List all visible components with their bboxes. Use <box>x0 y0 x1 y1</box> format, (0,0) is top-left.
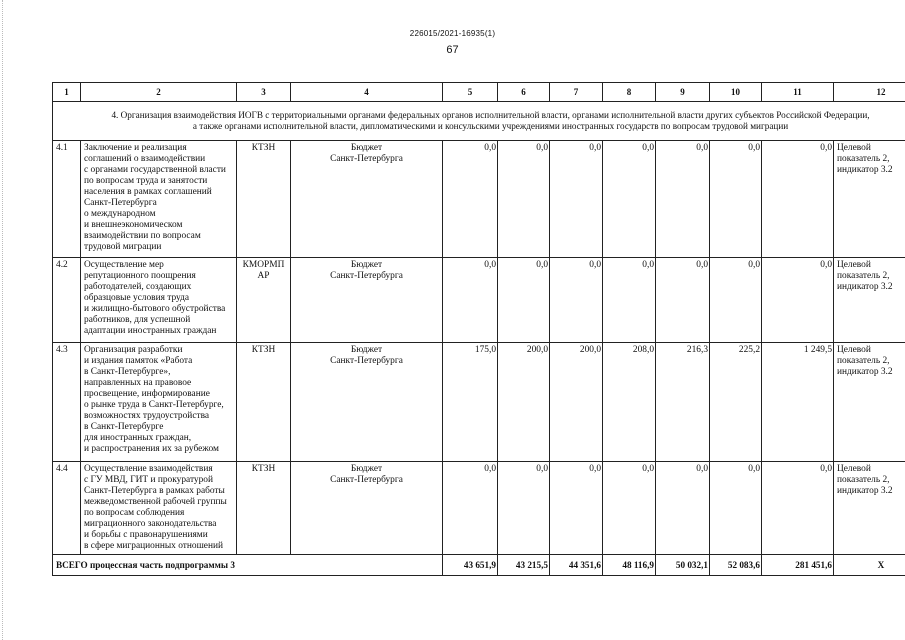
section-title <box>53 102 905 141</box>
amount-cell: 0,0 <box>550 462 603 555</box>
cell-line: показатель 2, <box>837 475 890 485</box>
column-header: 8 <box>603 83 656 102</box>
table-row <box>53 343 905 462</box>
amount-cell: 0,0 <box>443 258 498 343</box>
cell-line: Санкт-Петербурга <box>84 198 157 208</box>
cell-line: в сфере миграционных отношений <box>84 541 223 551</box>
cell-line: Санкт-Петербурга <box>330 475 403 485</box>
funding-source-cell <box>291 462 443 555</box>
column-header: 12 <box>834 83 905 102</box>
cell-line: Организация разработки <box>84 345 183 355</box>
cell-line: Санкт-Петербурга в рамках работы <box>84 486 225 496</box>
row-number-cell: 4.1 <box>53 141 81 258</box>
cell-line: в Санкт-Петербурге <box>84 422 164 432</box>
total-cell: 44 351,6 <box>550 555 603 576</box>
cell-line: показатель 2, <box>837 154 890 164</box>
cell-line: населения в рамках соглашений <box>84 187 212 197</box>
target-indicator-cell <box>834 462 905 555</box>
amount-cell: 0,0 <box>550 141 603 258</box>
description-cell <box>81 462 237 555</box>
amount-cell: 0,0 <box>498 258 550 343</box>
row-number-cell: 4.2 <box>53 258 81 343</box>
executor-cell <box>237 141 291 258</box>
amount-cell: 0,0 <box>710 141 762 258</box>
amount-cell: 216,3 <box>656 343 710 462</box>
amount-cell: 0,0 <box>656 462 710 555</box>
cell-line: Санкт-Петербурга <box>330 154 403 164</box>
cell-line: в Санкт-Петербурге», <box>84 367 171 377</box>
cell-line: Бюджет <box>350 464 383 474</box>
cell-line: Целевой <box>837 345 871 355</box>
total-cell: 52 083,6 <box>710 555 762 576</box>
cell-line: и борьбы с правонарушениями <box>84 530 208 540</box>
amount-cell: 175,0 <box>443 343 498 462</box>
total-cell: 281 451,6 <box>762 555 834 576</box>
cell-line: и жилищно-бытового обустройства <box>84 304 226 314</box>
cell-line: показатель 2, <box>837 356 890 366</box>
column-header: 3 <box>237 83 291 102</box>
cell-line: индикатор 3.2 <box>837 165 893 175</box>
cell-line: Целевой <box>837 143 871 153</box>
funding-source-cell <box>291 258 443 343</box>
cell-line: по вопросам труда и занятости <box>84 176 208 186</box>
amount-cell: 200,0 <box>550 343 603 462</box>
cell-line: КТЗН <box>251 464 276 474</box>
budget-table <box>52 82 905 576</box>
cell-line: просвещение, информирование <box>84 389 210 399</box>
description-cell <box>81 141 237 258</box>
total-cell: Х <box>834 555 905 576</box>
cell-line: Бюджет <box>350 143 383 153</box>
cell-line: образцовые условия труда <box>84 293 190 303</box>
cell-line: КМОРМП <box>242 260 285 270</box>
amount-cell: 0,0 <box>443 141 498 258</box>
scan-edge <box>2 0 5 640</box>
amount-cell: 0,0 <box>498 141 550 258</box>
description-cell <box>81 258 237 343</box>
cell-line: работодателей, создающих <box>84 282 192 292</box>
cell-line: Осуществление взаимодействия <box>84 464 213 474</box>
total-cell: 48 116,9 <box>603 555 656 576</box>
amount-cell: 1 249,5 <box>762 343 834 462</box>
cell-line: КТЗН <box>251 345 276 355</box>
cell-line: о рынке труда в Санкт-Петербурге, <box>84 400 224 410</box>
executor-cell <box>237 343 291 462</box>
column-header: 1 <box>53 83 81 102</box>
cell-line: направленных на правовое <box>84 378 192 388</box>
row-number-cell: 4.3 <box>53 343 81 462</box>
cell-line: индикатор 3.2 <box>837 486 893 496</box>
cell-line: Бюджет <box>350 260 383 270</box>
cell-line: соглашений о взаимодействии <box>84 154 206 164</box>
column-header: 10 <box>710 83 762 102</box>
total-row <box>53 555 905 576</box>
section-title-line: 4. Организация взаимодействия ИОГВ с территориальными органами федеральных органов исполнительной власти, органами исполнительной власти других субъектов Российской Федерации, <box>111 110 870 120</box>
total-cell: 50 032,1 <box>656 555 710 576</box>
cell-line: Бюджет <box>350 345 383 355</box>
amount-cell: 0,0 <box>656 258 710 343</box>
cell-line: для иностранных граждан, <box>84 433 192 443</box>
table-row <box>53 141 905 258</box>
cell-line: индикатор 3.2 <box>837 367 893 377</box>
cell-line: о международном <box>84 209 156 219</box>
cell-line: индикатор 3.2 <box>837 282 893 292</box>
cell-line: адаптации иностранных граждан <box>84 326 217 336</box>
cell-line: Заключение и реализация <box>84 143 187 153</box>
cell-line: и внешнеэкономическом <box>84 220 183 230</box>
amount-cell: 225,2 <box>710 343 762 462</box>
cell-line: взаимодействии по вопросам <box>84 231 201 241</box>
column-header: 7 <box>550 83 603 102</box>
table-row <box>53 258 905 343</box>
cell-line: показатель 2, <box>837 271 890 281</box>
cell-line: и издания памяток «Работа <box>84 356 193 366</box>
executor-cell <box>237 258 291 343</box>
section-title-line: а также органами исполнительной власти, дипломатическими и консульскими учреждениями иностранных государств по вопросам трудовой миграции <box>192 121 789 131</box>
amount-cell: 200,0 <box>498 343 550 462</box>
description-cell <box>81 343 237 462</box>
cell-line: КТЗН <box>251 143 276 153</box>
column-header: 11 <box>762 83 834 102</box>
page-number: 67 <box>446 44 459 56</box>
cell-line: трудовой миграции <box>84 242 162 252</box>
executor-cell <box>237 462 291 555</box>
cell-line: Осуществление мер <box>84 260 164 270</box>
amount-cell: 0,0 <box>762 258 834 343</box>
funding-source-cell <box>291 141 443 258</box>
total-cell: 43 651,9 <box>443 555 498 576</box>
amount-cell: 0,0 <box>603 462 656 555</box>
amount-cell: 208,0 <box>603 343 656 462</box>
amount-cell: 0,0 <box>603 258 656 343</box>
amount-cell: 0,0 <box>762 141 834 258</box>
row-number-cell: 4.4 <box>53 462 81 555</box>
cell-line: миграционного законодательства <box>84 519 217 529</box>
column-header: 9 <box>656 83 710 102</box>
amount-cell: 0,0 <box>710 258 762 343</box>
cell-line: возможностях трудоустройства <box>84 411 210 421</box>
target-indicator-cell <box>834 141 905 258</box>
total-label: ВСЕГО процессная часть подпрограммы 3 <box>53 555 443 576</box>
total-cell: 43 215,5 <box>498 555 550 576</box>
target-indicator-cell <box>834 258 905 343</box>
table-row <box>53 462 905 555</box>
amount-cell: 0,0 <box>762 462 834 555</box>
cell-line: Целевой <box>837 464 871 474</box>
document-id: 226015/2021-16935(1) <box>409 29 496 38</box>
column-number-row <box>53 83 905 102</box>
cell-line: Санкт-Петербурга <box>330 271 403 281</box>
amount-cell: 0,0 <box>443 462 498 555</box>
target-indicator-cell <box>834 343 905 462</box>
cell-line: с ГУ МВД, ГИТ и прокуратурой <box>84 475 214 485</box>
column-header: 5 <box>443 83 498 102</box>
column-header: 6 <box>498 83 550 102</box>
cell-line: с органами государственной власти <box>84 165 226 175</box>
amount-cell: 0,0 <box>603 141 656 258</box>
cell-line: работников, для успешной <box>84 315 191 325</box>
cell-line: и распространения их за рубежом <box>84 444 219 454</box>
funding-source-cell <box>291 343 443 462</box>
cell-line: Санкт-Петербурга <box>330 356 403 366</box>
cell-line: Целевой <box>837 260 871 270</box>
column-header: 2 <box>81 83 237 102</box>
amount-cell: 0,0 <box>710 462 762 555</box>
amount-cell: 0,0 <box>656 141 710 258</box>
cell-line: АР <box>257 271 270 281</box>
section-title-row <box>53 102 905 141</box>
column-header: 4 <box>291 83 443 102</box>
amount-cell: 0,0 <box>550 258 603 343</box>
cell-line: репутационного поощрения <box>84 271 196 281</box>
amount-cell: 0,0 <box>498 462 550 555</box>
cell-line: по вопросам соблюдения <box>84 508 185 518</box>
cell-line: межведомственной рабочей группы <box>84 497 227 507</box>
